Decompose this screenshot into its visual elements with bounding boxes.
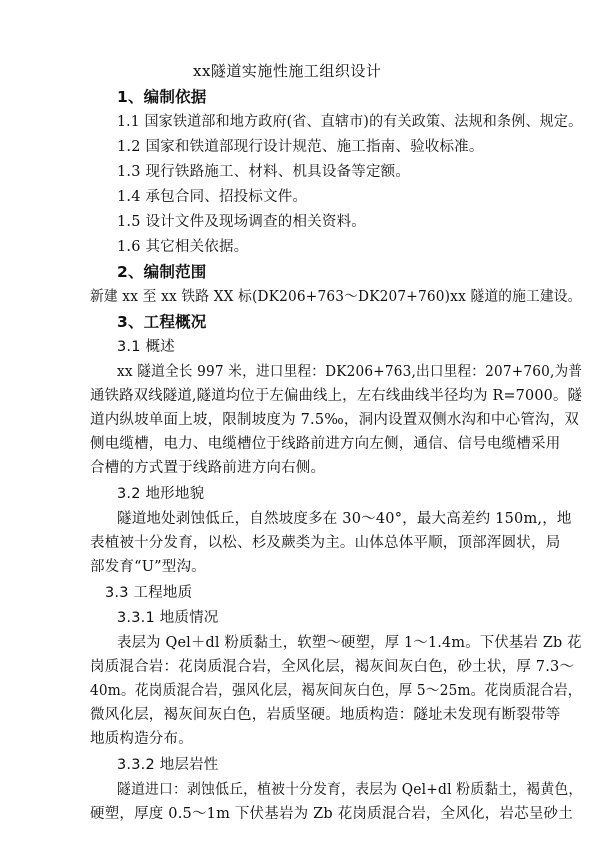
subsection-3-1-heading: 3.1 概述 — [117, 339, 175, 355]
subsection-3-3-2-heading: 3.3.2 地层岩性 — [117, 757, 219, 773]
scope-text: 新建 xx 至 xx 铁路 XX 标(DK206+763～DK207+760)xx 隧道的施工建设。 — [90, 289, 582, 305]
basis-item-6: 1.6 其它相关依据。 — [117, 239, 249, 255]
geology-line-1: 表层为 Qel＋dl 粉质黏土，软塑～硬塑，厚 1～1.4m。下伏基岩 Zb 花 — [117, 635, 582, 651]
section-1-heading: 1、编制依据 — [117, 88, 207, 106]
basis-item-3: 1.3 现行铁路施工、材料、机具设备等定额。 — [117, 164, 411, 180]
basis-item-2: 1.2 国家和铁道部现行设计规范、施工指南、验收标准。 — [117, 139, 484, 155]
geology-line-4: 微风化层，褐灰间灰白色，岩质坚硬。地质构造：隧址未发现有断裂带等 — [90, 707, 561, 723]
section-3-heading: 3、工程概况 — [117, 313, 207, 331]
section-2-heading: 2、编制范围 — [117, 263, 207, 281]
basis-item-1: 1.1 国家铁道部和地方政府(省、直辖市)的有关政策、法规和条例、规定。 — [117, 114, 583, 130]
basis-item-4: 1.4 承包合同、招投标文件。 — [117, 189, 308, 205]
overview-line-2: 通铁路双线隧道,隧道均位于左偏曲线上，左右线曲线半径均为 R=7000。隧 — [90, 388, 583, 404]
overview-line-4: 侧电缆槽，电力、电缆槽位于线路前进方向左侧，通信、信号电缆槽采用 — [90, 436, 561, 452]
subsection-3-3-1-heading: 3.3.1 地质情况 — [117, 610, 219, 626]
subsection-3-3-heading: 3.3 工程地质 — [105, 585, 193, 601]
terrain-line-3: 部发育“U”型沟。 — [90, 559, 206, 575]
document-title: xx隧道实施性施工组织设计 — [193, 62, 382, 80]
terrain-line-1: 隧道地处剥蚀低丘，自然坡度多在 30～40°，最大高差约 150m,，地 — [117, 511, 572, 527]
subsection-3-2-heading: 3.2 地形地貌 — [117, 486, 205, 502]
overview-line-5: 合槽的方式置于线路前进方向右侧。 — [90, 460, 326, 476]
geology-line-2: 岗质混合岩：花岗质混合岩，全风化层，褐灰间灰白色，砂土状，厚 7.3～ — [90, 659, 575, 675]
strata-line-1: 隧道进口：剥蚀低丘，植被十分发育，表层为 Qel+dl 粉质黏土，褐黄色， — [117, 782, 583, 798]
terrain-line-2: 表植被十分发育，以松、杉及蕨类为主。山体总体平顺，顶部浑圆状，局 — [90, 535, 561, 551]
geology-line-3: 40m。花岗质混合岩，强风化层，褐灰间灰白色，厚 5～25m。花岗质混合岩， — [90, 683, 582, 699]
overview-line-3: 道内纵坡单面上坡，限制坡度为 7.5‰，洞内设置双侧水沟和中心管沟，双 — [90, 412, 580, 428]
basis-item-5: 1.5 设计文件及现场调查的相关资料。 — [117, 214, 366, 230]
geology-line-5: 地质构造分布。 — [90, 731, 193, 747]
strata-line-2: 硬塑，厚度 0.5～1m 下伏基岩为 Zb 花岗质混合岩，全风化，岩芯呈砂土 — [90, 806, 573, 822]
overview-line-1: xx 隧道全长 997 米，进口里程：DK206+763,出口里程：207+760,为普 — [117, 364, 583, 380]
